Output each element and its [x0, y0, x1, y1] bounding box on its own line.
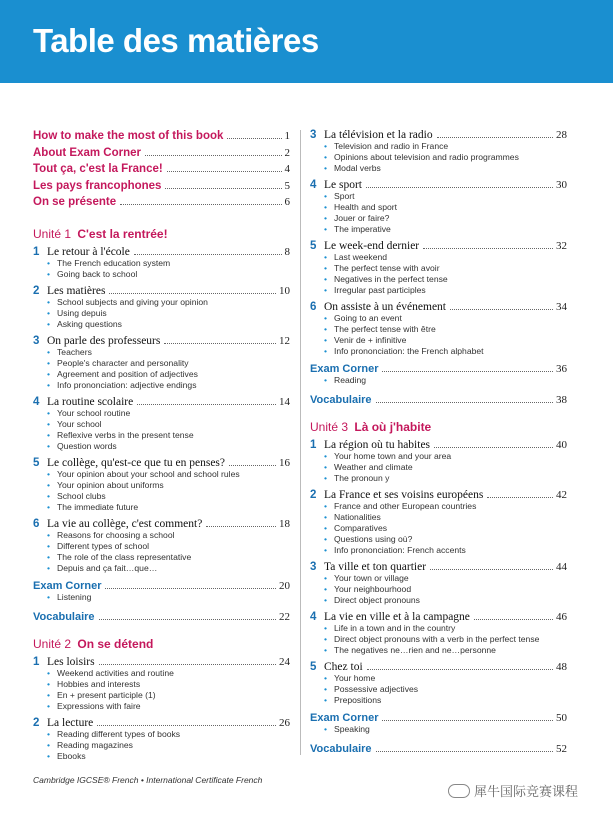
topic-item: • Reading magazines [47, 740, 290, 751]
topic-item: • Direct object pronouns with a verb in the perfect tense [324, 634, 567, 645]
chapter-entry[interactable] [310, 301, 567, 313]
chapter-title: La télévision et la radio [324, 129, 433, 141]
topic-item: • France and other European countries [324, 501, 567, 512]
topic-item: • Reading [324, 375, 567, 386]
topic-item: • People's character and personality [47, 358, 290, 369]
topic-list [324, 724, 567, 735]
topic-item: • Irregular past participles [324, 285, 567, 296]
topic-item: • Weekend activities and routine [47, 668, 290, 679]
chapter-number: 1 [33, 655, 40, 668]
topic-item: • Your opinion about your school and school rules [47, 469, 290, 480]
page-number: 8 [284, 245, 290, 258]
page-number: 10 [279, 284, 290, 297]
topic-item: • Question words [47, 441, 290, 452]
entry-label: Exam Corner [310, 363, 379, 375]
topic-list [47, 297, 290, 330]
chat-icon [448, 784, 470, 798]
exam-corner-entry[interactable] [310, 712, 567, 724]
page-number: 1 [284, 130, 290, 142]
chapter-title: Ta ville et ton quartier [324, 561, 427, 573]
topic-item: • Last weekend [324, 252, 567, 263]
topic-list [324, 141, 567, 174]
topic-item: • Listening [47, 592, 290, 603]
topic-item: • Comparatives [324, 523, 567, 534]
entry-label: How to make the most of this book [33, 130, 224, 142]
topic-item: • Going back to school [47, 269, 290, 280]
entry-label: Vocabulaire [310, 394, 372, 406]
page-number: 28 [556, 129, 567, 141]
topic-item: • Life in a town and in the country [324, 623, 567, 634]
topic-list [47, 258, 290, 280]
topic-item: • Different types of school [47, 541, 290, 552]
leader-dots [437, 137, 553, 138]
page-number: 16 [279, 456, 290, 469]
topic-item: • Health and sport [324, 202, 567, 213]
leader-dots [206, 526, 276, 527]
chapter-entry[interactable] [33, 457, 290, 469]
page-number: 44 [556, 561, 567, 573]
leader-dots [382, 371, 553, 372]
page-number: 2 [284, 146, 290, 159]
leader-dots [105, 588, 276, 589]
topic-item: • Sport [324, 191, 567, 202]
leader-dots [227, 138, 281, 139]
page-number: 20 [279, 579, 290, 592]
topic-item: • The French education system [47, 258, 290, 269]
chapter-number: 2 [310, 489, 317, 501]
chapter-title: La lecture [47, 716, 94, 729]
topic-item: • Info prononciation: adjective endings [47, 380, 290, 391]
topic-list [324, 623, 567, 656]
topic-item: • Your neighbourhood [324, 584, 567, 595]
topic-item: • The imperative [324, 224, 567, 235]
chapter-entry[interactable] [310, 661, 567, 673]
chapter-title: La vie en ville et à la campagne [324, 611, 470, 623]
topic-item: • Info prononciation: the French alphabet [324, 346, 567, 357]
topic-item: • Expressions with faire [47, 701, 290, 712]
chapter-title: Les matières [47, 284, 106, 297]
topic-item: • School clubs [47, 491, 290, 502]
topic-item: • Television and radio in France [324, 141, 567, 152]
unit-1-chapters [33, 246, 290, 574]
topic-list [324, 313, 567, 357]
leader-dots [164, 343, 276, 344]
chapter-number: 2 [33, 716, 40, 729]
leader-dots [366, 187, 553, 188]
chapter-entry[interactable] [310, 611, 567, 623]
topic-item: • Speaking [324, 724, 567, 735]
leader-dots [487, 497, 553, 498]
chapter-entry[interactable] [310, 240, 567, 252]
page-number: 6 [284, 196, 290, 208]
page-number: 48 [556, 661, 567, 673]
topic-item: • School subjects and giving your opinion [47, 297, 290, 308]
topic-item: • Possessive adjectives [324, 684, 567, 695]
watermark: 犀牛国际竞赛课程 [448, 781, 578, 800]
toc-entry[interactable] [33, 196, 290, 213]
leader-dots [167, 171, 282, 172]
leader-dots [99, 619, 276, 620]
chapter-entry[interactable] [33, 285, 290, 297]
topic-list [324, 573, 567, 606]
exam-corner-entry[interactable] [33, 580, 290, 592]
unit-2-extras [310, 363, 567, 406]
page-number: 4 [284, 163, 290, 175]
chapter-number: 4 [310, 179, 317, 191]
topic-item: • Depuis and ça fait…que… [47, 563, 290, 574]
chapter-entry[interactable] [310, 561, 567, 573]
topic-list [324, 451, 567, 484]
unit-2-chapters-b [310, 129, 567, 357]
toc-entry[interactable] [33, 130, 290, 147]
topic-item: • Opinions about television and radio programmes [324, 152, 567, 163]
chapter-title: La région où tu habites [324, 439, 431, 451]
chapter-number: 3 [310, 129, 317, 141]
topic-list [47, 347, 290, 391]
topic-list [324, 501, 567, 556]
chapter-number: 3 [310, 561, 317, 573]
topic-item: • En + present participle (1) [47, 690, 290, 701]
entry-label: Vocabulaire [310, 743, 372, 755]
topic-item: • Your opinion about uniforms [47, 480, 290, 491]
leader-dots [423, 248, 553, 249]
topic-item: • Your home [324, 673, 567, 684]
page-number: 46 [556, 611, 567, 623]
chapter-title: Chez toi [324, 661, 363, 673]
chapter-entry[interactable] [33, 246, 290, 258]
leader-dots [450, 309, 553, 310]
topic-list [324, 673, 567, 706]
page-number: 36 [556, 363, 567, 375]
entry-label: Exam Corner [33, 579, 102, 592]
topic-item: • Venir de + infinitive [324, 335, 567, 346]
page-number: 52 [556, 743, 567, 755]
unit-1-heading: Unité 1 C'est la rentrée! [33, 226, 168, 241]
chapter-entry[interactable] [33, 656, 290, 668]
page-number: 30 [556, 179, 567, 191]
leader-dots [430, 569, 553, 570]
leader-dots [145, 155, 282, 156]
page-number: 14 [279, 395, 290, 408]
page-number: 22 [279, 610, 290, 623]
topic-item: • Reflexive verbs in the present tense [47, 430, 290, 441]
topic-item: • The role of the class representative [47, 552, 290, 563]
topic-item: • Jouer or faire? [324, 213, 567, 224]
chapter-entry[interactable] [33, 518, 290, 530]
topic-list [47, 530, 290, 574]
entry-label: Les pays francophones [33, 179, 162, 192]
page-number: 34 [556, 301, 567, 313]
entry-label: On se présente [33, 196, 117, 208]
chapter-number: 5 [310, 240, 317, 252]
right-column [310, 124, 567, 755]
leader-dots [382, 720, 553, 721]
toc-entry[interactable] [33, 163, 290, 180]
toc-entry[interactable] [33, 180, 290, 197]
page-number: 26 [279, 716, 290, 729]
topic-item: • Reading different types of books [47, 729, 290, 740]
unit-1-extras [33, 580, 290, 623]
topic-item: • Hobbies and interests [47, 679, 290, 690]
topic-item: • Your town or village [324, 573, 567, 584]
topic-list [324, 191, 567, 235]
topic-item: • The perfect tense with avoir [324, 263, 567, 274]
unit-3-heading: Unité 3 Là où j'habite [310, 420, 432, 434]
topic-item: • Using depuis [47, 308, 290, 319]
page-number: 40 [556, 439, 567, 451]
chapter-number: 4 [33, 395, 40, 408]
page-number: 38 [556, 394, 567, 406]
exam-corner-entry[interactable] [310, 363, 567, 375]
topic-item: • Going to an event [324, 313, 567, 324]
vocabulaire-entry[interactable] [33, 611, 290, 623]
page-number: 5 [284, 179, 290, 192]
topic-list [47, 668, 290, 712]
topic-item: • Negatives in the perfect tense [324, 274, 567, 285]
topic-item: • Asking questions [47, 319, 290, 330]
topic-item: • Your school [47, 419, 290, 430]
topic-item: • Ebooks [47, 751, 290, 762]
topic-item: • Info prononciation: French accents [324, 545, 567, 556]
leader-dots [97, 725, 276, 726]
topic-item: • Agreement and position of adjectives [47, 369, 290, 380]
chapter-entry[interactable] [310, 179, 567, 191]
chapter-number: 6 [33, 517, 40, 530]
leader-dots [367, 669, 553, 670]
topic-item: • Your school routine [47, 408, 290, 419]
chapter-entry[interactable] [310, 129, 567, 141]
topic-list [47, 469, 290, 513]
chapter-number: 5 [33, 456, 40, 469]
chapter-title: Les loisirs [47, 655, 95, 668]
chapter-entry[interactable] [33, 335, 290, 347]
page-number: 42 [556, 489, 567, 501]
left-column [33, 130, 290, 762]
chapter-title: La vie au collège, c'est comment? [47, 517, 203, 530]
topic-item: • The perfect tense with être [324, 324, 567, 335]
topic-list [324, 375, 567, 386]
chapter-number: 1 [33, 245, 40, 258]
topic-item: • Reasons for choosing a school [47, 530, 290, 541]
unit-3-extras [310, 712, 567, 755]
topic-item: • Teachers [47, 347, 290, 358]
topic-list [47, 729, 290, 762]
chapter-number: 6 [310, 301, 317, 313]
topic-item: • Nationalities [324, 512, 567, 523]
leader-dots [109, 293, 276, 294]
unit-2-chapters-a [33, 656, 290, 762]
topic-item: • Your home town and your area [324, 451, 567, 462]
unit-3-chapters [310, 439, 567, 706]
leader-dots [137, 404, 276, 405]
chapter-number: 3 [33, 334, 40, 347]
topic-list [47, 408, 290, 452]
leader-dots [99, 664, 276, 665]
entry-label: Exam Corner [310, 712, 379, 724]
chapter-entry[interactable] [310, 439, 567, 451]
leader-dots [134, 254, 282, 255]
column-divider [300, 130, 301, 755]
leader-dots [434, 447, 553, 448]
chapter-title: La France et ses voisins européens [324, 489, 484, 501]
chapter-title: Le collège, qu'est-ce que tu en penses? [47, 456, 226, 469]
chapter-title: On assiste à un événement [324, 301, 446, 313]
topic-item: • Modal verbs [324, 163, 567, 174]
leader-dots [229, 465, 276, 466]
chapter-number: 2 [33, 284, 40, 297]
page-number: 18 [279, 517, 290, 530]
leader-dots [474, 619, 553, 620]
entry-label: Tout ça, c'est la France! [33, 163, 163, 175]
page-number: 12 [279, 334, 290, 347]
chapter-entry[interactable] [33, 396, 290, 408]
leader-dots [376, 751, 553, 752]
topic-item: • The pronoun y [324, 473, 567, 484]
footer-credit: Cambridge IGCSE® French • International Certificate French [33, 775, 263, 785]
chapter-title: On parle des professeurs [47, 334, 161, 347]
chapter-number: 5 [310, 661, 317, 673]
chapter-title: La routine scolaire [47, 395, 134, 408]
topic-item: • Questions using où? [324, 534, 567, 545]
topic-item: • The immediate future [47, 502, 290, 513]
chapter-number: 1 [310, 439, 317, 451]
leader-dots [120, 204, 281, 205]
chapter-title: Le retour à l'école [47, 245, 130, 258]
leader-dots [376, 402, 553, 403]
chapter-title: Le week-end dernier [324, 240, 420, 252]
leader-dots [165, 188, 281, 189]
chapter-entry[interactable] [310, 489, 567, 501]
page-title: Table des matières [33, 22, 319, 59]
chapter-number: 4 [310, 611, 317, 623]
toc-entry[interactable] [33, 147, 290, 164]
topic-item: • Direct object pronouns [324, 595, 567, 606]
entry-label: About Exam Corner [33, 146, 141, 159]
vocabulaire-entry[interactable] [310, 394, 567, 406]
title-banner [0, 0, 613, 83]
topic-list [47, 592, 290, 603]
chapter-title: Le sport [324, 179, 363, 191]
topic-item: • Prepositions [324, 695, 567, 706]
entry-label: Vocabulaire [33, 610, 95, 623]
front-matter-list [33, 130, 290, 213]
topic-item: • The negatives ne…rien and ne…personne [324, 645, 567, 656]
topic-item: • Weather and climate [324, 462, 567, 473]
vocabulaire-entry[interactable] [310, 743, 567, 755]
topic-list [324, 252, 567, 296]
page-number: 24 [279, 655, 290, 668]
unit-2-heading: Unité 2 On se détend [33, 636, 154, 651]
page-number: 50 [556, 712, 567, 724]
page-number: 32 [556, 240, 567, 252]
chapter-entry[interactable] [33, 717, 290, 729]
